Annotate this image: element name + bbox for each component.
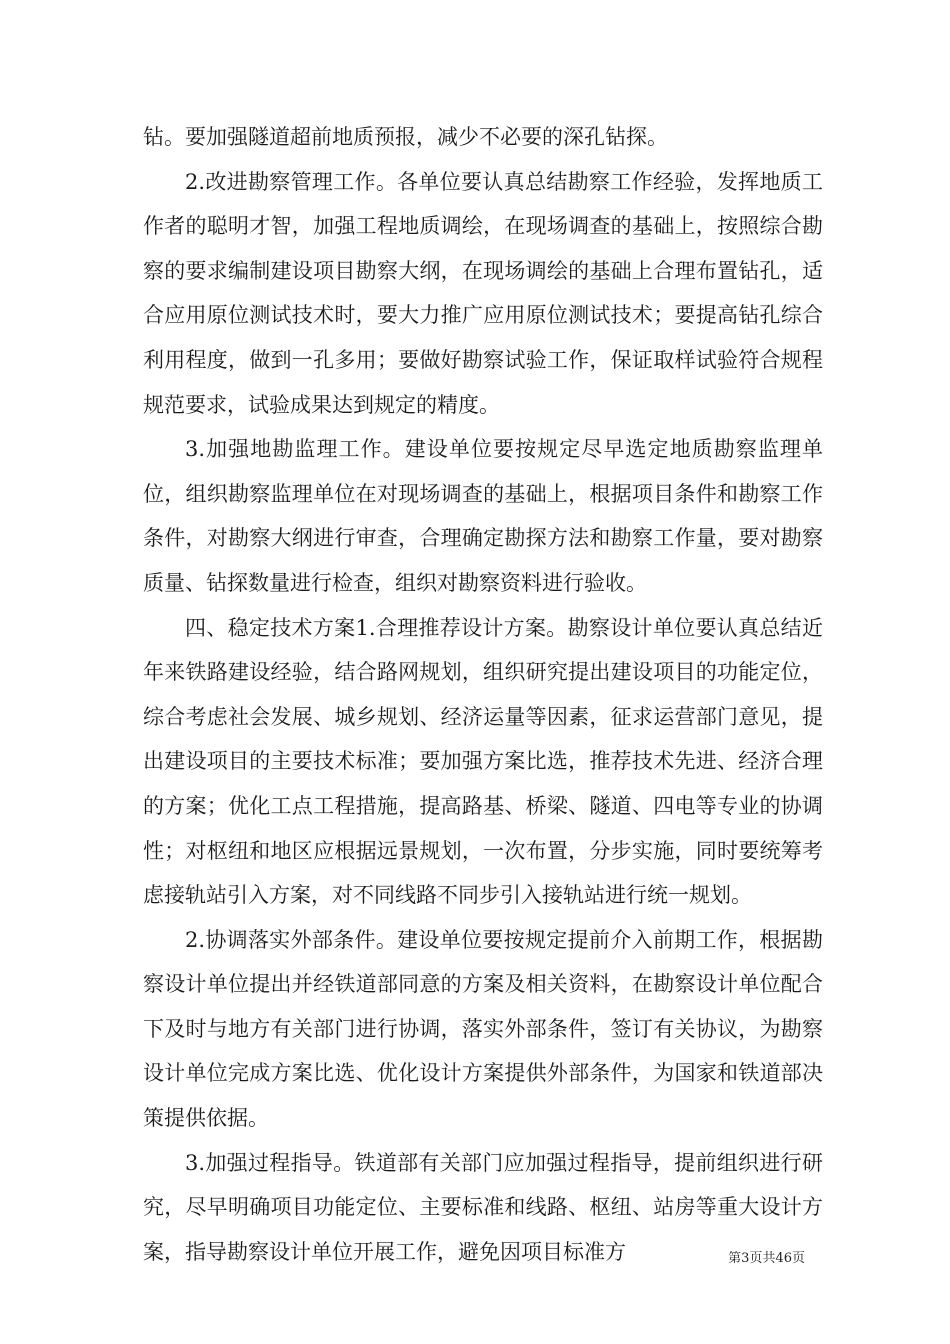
paragraph-external-conditions: 2.协调落实外部条件。建设单位要按规定提前介入前期工作，根据勘察设计单位提出并经铁道部同意的方案及相关资料，在勘察设计单位配合下及时与地方有关部门进行协调，落实外部条件，签订有关协议，为勘察设计单位完成方案比选、优化设计方案提供外部条件，为国家和铁道部决策提供依据。: [143, 927, 823, 1131]
paragraph-technical-plan: 四、稳定技术方案1.合理推荐设计方案。勘察设计单位要认真总结近年来铁路建设经验，结合路网规划，组织研究提出建设项目的功能定位，综合考虑社会发展、城乡规划、经济运量等因素，征求运营部门意见，提出建设项目的主要技术标准；要加强方案比选，推荐技术先进、经济合理的方案；优化工点工程措施，提高路基、桥梁、隧道、四电等专业的协调性；对枢纽和地区应根据远景规划，一次布置，分步实施，同时要统筹考虑接轨站引入方案，对不同线路不同步引入接轨站进行统一规划。: [143, 615, 823, 908]
paragraph-survey-management: 2.改进勘察管理工作。各单位要认真总结勘察工作经验，发挥地质工作者的聪明才智，加强工程地质调绘，在现场调查的基础上，按照综合勘察的要求编制建设项目勘察大纲，在现场调绘的基础上合理布置钻孔，适合应用原位测试技术时，要大力推广应用原位测试技术；要提高钻孔综合利用程度，做到一孔多用；要做好勘察试验工作，保证取样试验符合规程规范要求，试验成果达到规定的精度。: [143, 169, 823, 417]
paragraph-survey-supervision: 3.加强地勘监理工作。建设单位要按规定尽早选定地质勘察监理单位，组织勘察监理单位在对现场调查的基础上，根据项目条件和勘察工作条件，对勘察大纲进行审查，合理确定勘探方法和勘察工作量，要对勘察质量、钻探数量进行检查，组织对勘察资料进行验收。: [143, 437, 823, 595]
page-number: 第3页共46页: [728, 1251, 805, 1266]
paragraph-continuation: 钻。要加强隧道超前地质预报，减少不必要的深孔钻探。: [143, 125, 668, 149]
paragraph-process-guidance: 3.加强过程指导。铁道部有关部门应加强过程指导，提前组织进行研究，尽早明确项目功能定位、主要标准和线路、枢纽、站房等重大设计方案，指导勘察设计单位开展工作，避免因项目标准方: [143, 1150, 823, 1264]
body-text: [143, 115, 823, 1274]
